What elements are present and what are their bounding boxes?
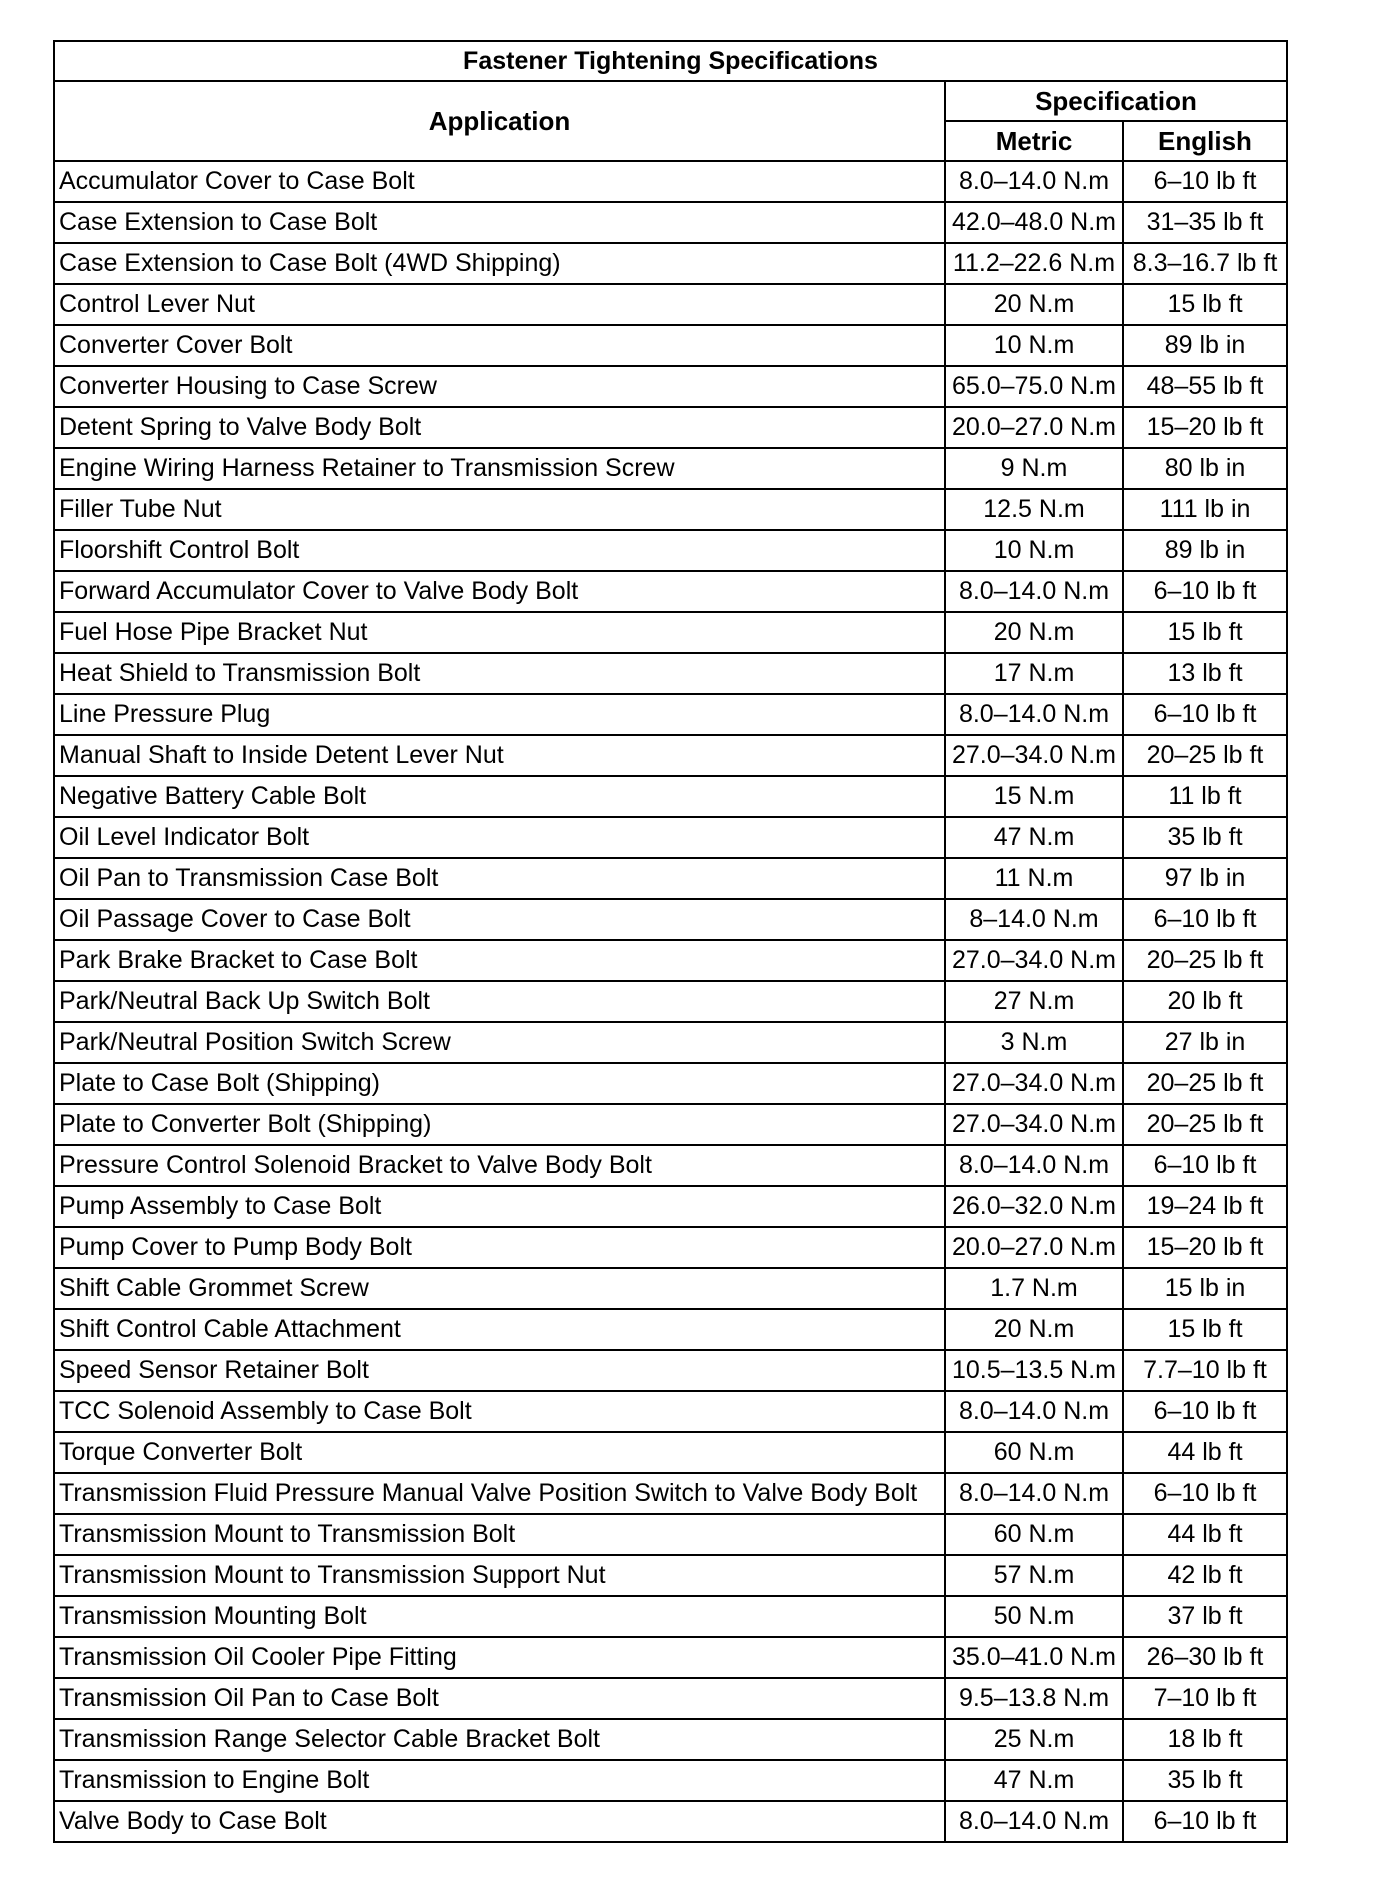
table-row [54,243,1287,284]
specification-header: Specification [945,81,1287,121]
english-cell: 11 lb ft [1123,776,1287,817]
table-row [54,612,1287,653]
application-cell: Accumulator Cover to Case Bolt [54,161,945,202]
application-cell: Case Extension to Case Bolt (4WD Shipping) [54,243,945,284]
english-cell: 35 lb ft [1123,1760,1287,1801]
application-cell: Heat Shield to Transmission Bolt [54,653,945,694]
metric-cell: 20.0–27.0 N.m [945,407,1123,448]
table-row [54,1432,1287,1473]
application-cell: Oil Level Indicator Bolt [54,817,945,858]
english-cell: 6–10 lb ft [1123,694,1287,735]
application-cell: Line Pressure Plug [54,694,945,735]
application-cell: Converter Cover Bolt [54,325,945,366]
metric-cell: 60 N.m [945,1432,1123,1473]
table-row [54,571,1287,612]
english-cell: 6–10 lb ft [1123,1391,1287,1432]
application-cell: Pump Cover to Pump Body Bolt [54,1227,945,1268]
english-cell: 7–10 lb ft [1123,1678,1287,1719]
application-cell: Oil Pan to Transmission Case Bolt [54,858,945,899]
metric-cell: 11 N.m [945,858,1123,899]
application-cell: Floorshift Control Bolt [54,530,945,571]
metric-cell: 50 N.m [945,1596,1123,1637]
english-cell: 18 lb ft [1123,1719,1287,1760]
english-header: English [1123,121,1287,161]
application-cell: Fuel Hose Pipe Bracket Nut [54,612,945,653]
table-row [54,1309,1287,1350]
metric-cell: 42.0–48.0 N.m [945,202,1123,243]
table-row [54,1022,1287,1063]
english-cell: 6–10 lb ft [1123,1145,1287,1186]
application-cell: Transmission Mount to Transmission Support Nut [54,1555,945,1596]
application-cell: Plate to Converter Bolt (Shipping) [54,1104,945,1145]
english-cell: 48–55 lb ft [1123,366,1287,407]
table-row [54,1801,1287,1842]
metric-cell: 8.0–14.0 N.m [945,161,1123,202]
metric-cell: 8.0–14.0 N.m [945,694,1123,735]
metric-cell: 65.0–75.0 N.m [945,366,1123,407]
english-cell: 15 lb ft [1123,612,1287,653]
english-cell: 6–10 lb ft [1123,1473,1287,1514]
application-cell: Speed Sensor Retainer Bolt [54,1350,945,1391]
application-cell: Shift Cable Grommet Screw [54,1268,945,1309]
english-cell: 20–25 lb ft [1123,1063,1287,1104]
english-cell: 13 lb ft [1123,653,1287,694]
metric-cell: 27.0–34.0 N.m [945,735,1123,776]
english-cell: 6–10 lb ft [1123,571,1287,612]
metric-cell: 9 N.m [945,448,1123,489]
metric-cell: 17 N.m [945,653,1123,694]
application-cell: Case Extension to Case Bolt [54,202,945,243]
english-cell: 20–25 lb ft [1123,1104,1287,1145]
metric-cell: 27 N.m [945,981,1123,1022]
metric-cell: 8.0–14.0 N.m [945,1145,1123,1186]
application-cell: Pump Assembly to Case Bolt [54,1186,945,1227]
table-row [54,735,1287,776]
table-row [54,366,1287,407]
table-row [54,1596,1287,1637]
metric-header: Metric [945,121,1123,161]
table-row [54,817,1287,858]
metric-cell: 27.0–34.0 N.m [945,1104,1123,1145]
metric-cell: 35.0–41.0 N.m [945,1637,1123,1678]
english-cell: 7.7–10 lb ft [1123,1350,1287,1391]
metric-cell: 20.0–27.0 N.m [945,1227,1123,1268]
metric-cell: 27.0–34.0 N.m [945,940,1123,981]
metric-cell: 15 N.m [945,776,1123,817]
application-cell: Engine Wiring Harness Retainer to Transmission Screw [54,448,945,489]
english-cell: 44 lb ft [1123,1432,1287,1473]
metric-cell: 26.0–32.0 N.m [945,1186,1123,1227]
metric-cell: 10 N.m [945,325,1123,366]
english-cell: 20 lb ft [1123,981,1287,1022]
application-header: Application [54,81,945,161]
english-cell: 8.3–16.7 lb ft [1123,243,1287,284]
application-cell: TCC Solenoid Assembly to Case Bolt [54,1391,945,1432]
english-cell: 15–20 lb ft [1123,407,1287,448]
spec-table-body [54,161,1287,1842]
english-cell: 44 lb ft [1123,1514,1287,1555]
metric-cell: 12.5 N.m [945,489,1123,530]
metric-cell: 27.0–34.0 N.m [945,1063,1123,1104]
application-cell: Transmission Fluid Pressure Manual Valve Position Switch to Valve Body Bolt [54,1473,945,1514]
english-cell: 89 lb in [1123,325,1287,366]
table-row [54,653,1287,694]
metric-cell: 8.0–14.0 N.m [945,571,1123,612]
table-row [54,161,1287,202]
english-cell: 15 lb ft [1123,284,1287,325]
english-cell: 111 lb in [1123,489,1287,530]
table-row [54,325,1287,366]
application-cell: Shift Control Cable Attachment [54,1309,945,1350]
english-cell: 26–30 lb ft [1123,1637,1287,1678]
metric-cell: 47 N.m [945,817,1123,858]
table-row [54,1555,1287,1596]
table-row [54,489,1287,530]
table-row [54,202,1287,243]
application-cell: Park Brake Bracket to Case Bolt [54,940,945,981]
application-cell: Filler Tube Nut [54,489,945,530]
metric-cell: 47 N.m [945,1760,1123,1801]
table-row [54,1473,1287,1514]
metric-cell: 9.5–13.8 N.m [945,1678,1123,1719]
table-row [54,448,1287,489]
application-cell: Transmission Mount to Transmission Bolt [54,1514,945,1555]
metric-cell: 20 N.m [945,612,1123,653]
metric-cell: 60 N.m [945,1514,1123,1555]
application-cell: Transmission to Engine Bolt [54,1760,945,1801]
metric-cell: 8.0–14.0 N.m [945,1801,1123,1842]
english-cell: 89 lb in [1123,530,1287,571]
table-row [54,1350,1287,1391]
fastener-spec-table [53,40,1288,1843]
english-cell: 15–20 lb ft [1123,1227,1287,1268]
english-cell: 20–25 lb ft [1123,940,1287,981]
table-row [54,776,1287,817]
english-cell: 37 lb ft [1123,1596,1287,1637]
english-cell: 80 lb in [1123,448,1287,489]
metric-cell: 8.0–14.0 N.m [945,1391,1123,1432]
english-cell: 35 lb ft [1123,817,1287,858]
metric-cell: 10 N.m [945,530,1123,571]
english-cell: 15 lb in [1123,1268,1287,1309]
application-cell: Plate to Case Bolt (Shipping) [54,1063,945,1104]
table-row [54,1678,1287,1719]
table-row [54,1637,1287,1678]
metric-cell: 8.0–14.0 N.m [945,1473,1123,1514]
table-row [54,407,1287,448]
english-cell: 19–24 lb ft [1123,1186,1287,1227]
table-row [54,1514,1287,1555]
application-cell: Park/Neutral Back Up Switch Bolt [54,981,945,1022]
application-cell: Pressure Control Solenoid Bracket to Valve Body Bolt [54,1145,945,1186]
application-cell: Torque Converter Bolt [54,1432,945,1473]
english-cell: 31–35 lb ft [1123,202,1287,243]
metric-cell: 3 N.m [945,1022,1123,1063]
application-cell: Transmission Mounting Bolt [54,1596,945,1637]
table-row [54,1719,1287,1760]
table-row [54,1063,1287,1104]
english-cell: 27 lb in [1123,1022,1287,1063]
application-cell: Oil Passage Cover to Case Bolt [54,899,945,940]
metric-cell: 20 N.m [945,1309,1123,1350]
metric-cell: 8–14.0 N.m [945,899,1123,940]
table-row [54,1186,1287,1227]
table-row [54,1760,1287,1801]
table-row [54,284,1287,325]
table-row [54,940,1287,981]
application-cell: Transmission Oil Pan to Case Bolt [54,1678,945,1719]
english-cell: 42 lb ft [1123,1555,1287,1596]
table-row [54,1268,1287,1309]
english-cell: 20–25 lb ft [1123,735,1287,776]
table-row [54,858,1287,899]
metric-cell: 11.2–22.6 N.m [945,243,1123,284]
application-cell: Detent Spring to Valve Body Bolt [54,407,945,448]
english-cell: 6–10 lb ft [1123,1801,1287,1842]
application-cell: Manual Shaft to Inside Detent Lever Nut [54,735,945,776]
table-row [54,1145,1287,1186]
english-cell: 97 lb in [1123,858,1287,899]
english-cell: 15 lb ft [1123,1309,1287,1350]
table-row [54,1104,1287,1145]
metric-cell: 1.7 N.m [945,1268,1123,1309]
english-cell: 6–10 lb ft [1123,899,1287,940]
application-cell: Negative Battery Cable Bolt [54,776,945,817]
table-row [54,1391,1287,1432]
application-cell: Forward Accumulator Cover to Valve Body Bolt [54,571,945,612]
application-cell: Valve Body to Case Bolt [54,1801,945,1842]
application-cell: Transmission Oil Cooler Pipe Fitting [54,1637,945,1678]
metric-cell: 25 N.m [945,1719,1123,1760]
table-row [54,1227,1287,1268]
application-cell: Control Lever Nut [54,284,945,325]
table-row [54,981,1287,1022]
application-cell: Converter Housing to Case Screw [54,366,945,407]
metric-cell: 10.5–13.5 N.m [945,1350,1123,1391]
application-cell: Park/Neutral Position Switch Screw [54,1022,945,1063]
metric-cell: 57 N.m [945,1555,1123,1596]
table-row [54,899,1287,940]
table-row [54,694,1287,735]
application-cell: Transmission Range Selector Cable Bracket Bolt [54,1719,945,1760]
table-row [54,530,1287,571]
metric-cell: 20 N.m [945,284,1123,325]
english-cell: 6–10 lb ft [1123,161,1287,202]
table-title: Fastener Tightening Specifications [54,41,1287,81]
